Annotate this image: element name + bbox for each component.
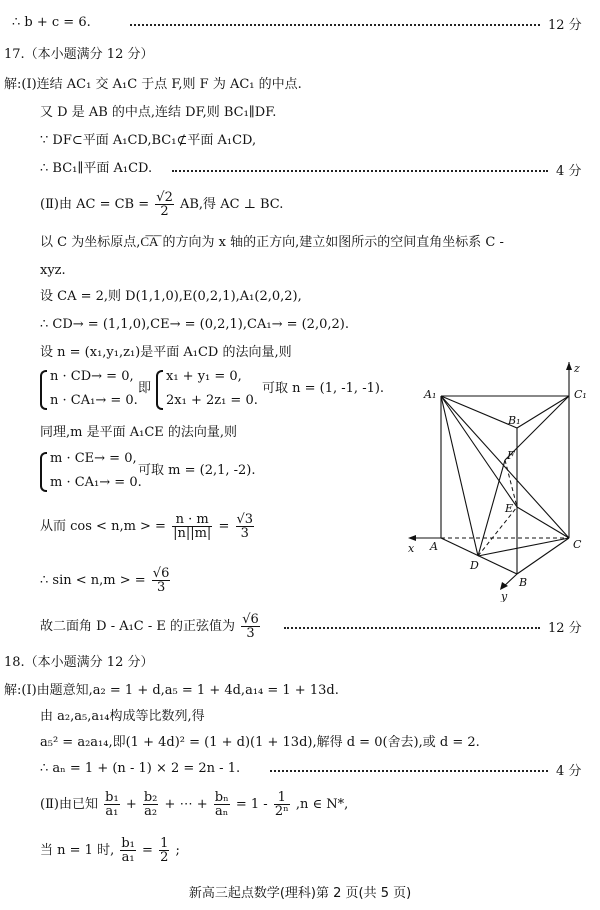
- frac-num: 1: [274, 791, 290, 805]
- frac-num: √2: [156, 190, 173, 205]
- sin-text: ∴ sin < n,m > =: [40, 573, 146, 588]
- score-leader: [284, 627, 540, 629]
- frac-den: a₂: [144, 804, 158, 819]
- frac-den: 3: [246, 626, 255, 641]
- q18-line-c: a₅² = a₂a₁₄,即(1 + 4d)² = (1 + d)(1 + 13d),解得 d = 0(舍去),或 d = 2.: [40, 735, 480, 750]
- score-mark: 12 分: [548, 18, 582, 33]
- q18-line-b: 由 a₂,a₅,a₁₄构成等比数列,得: [40, 709, 205, 724]
- frac-num: √3: [236, 512, 254, 527]
- system-brace: [156, 370, 163, 410]
- score-leader: [270, 770, 548, 772]
- label-C1: C₁: [574, 388, 587, 401]
- q18-header: 18.（本小题满分 12 分）: [4, 655, 154, 670]
- frac-num: b₂: [143, 790, 158, 805]
- fraction-nm: [172, 513, 212, 540]
- fraction-1-2: [159, 837, 169, 864]
- part2-text-end: AB,得 AC ⊥ BC.: [179, 197, 284, 212]
- q17-line-c: ∵ DF⊂平面 A₁CD,BC₁⊄平面 A₁CD,: [40, 133, 257, 148]
- label-x: x: [408, 542, 415, 555]
- sys-m-2: m · CA₁→ = 0.: [50, 475, 142, 490]
- q18-when: [40, 834, 180, 868]
- q17-coord-line1: 以 C 为坐标原点,C͞A͞ 的方向为 x 轴的正方向,建立如图所示的空间直角坐标系 C -: [40, 235, 504, 250]
- score-leader: [172, 170, 548, 172]
- frac-den: 3: [156, 580, 166, 595]
- eq-one: = 1 -: [235, 797, 268, 812]
- eq-sign: =: [218, 519, 230, 534]
- sys-m-1: m · CE→ = 0,: [50, 451, 137, 466]
- label-y: y: [501, 590, 508, 602]
- take-m: 可取 m = (2,1, -2).: [138, 463, 256, 478]
- q17-normal-m: 同理,m 是平面 A₁CE 的法向量,则: [40, 425, 238, 440]
- frac-num: b₁: [105, 790, 119, 805]
- score-mark: 4 分: [556, 764, 582, 779]
- page-footer: 新高三起点数学(理科)第 2 页(共 5 页): [188, 886, 412, 901]
- q17-vec-line: ∴ CD→ = (1,1,0),CE→ = (0,2,1),CA₁→ = (2,0,2).: [40, 317, 349, 332]
- q17-normal-n: 设 n = (x₁,y₁,z₁)是平面 A₁CD 的法向量,则: [40, 345, 292, 360]
- condition: ,n ∈ N*,: [295, 797, 349, 812]
- frac-den: |n||m|: [173, 526, 212, 541]
- fraction-sqrt6: [152, 567, 171, 594]
- label-E: E: [505, 502, 514, 515]
- q17-line-d: ∴ BC₁∥平面 A₁CD.: [40, 161, 153, 176]
- prism-figure: [404, 362, 598, 602]
- q17-conclusion: [40, 612, 262, 642]
- frac-num: b₁: [121, 836, 135, 851]
- ellipsis-sum: + ⋯ +: [164, 797, 208, 812]
- plus-sign: +: [125, 797, 137, 812]
- q17-sin: [40, 566, 172, 596]
- frac-den: 2: [160, 204, 169, 219]
- fraction-sqrt6: [241, 613, 260, 640]
- frac-num: √6: [242, 612, 259, 627]
- fraction-b2-a2: [143, 791, 159, 818]
- q17-line-b: 又 D 是 AB 的中点,连结 DF,则 BC₁∥DF.: [40, 105, 277, 120]
- sys-x-2: 2x₁ + 2z₁ = 0.: [166, 393, 258, 408]
- frac-num: √6: [152, 566, 170, 581]
- frac-den: 3: [240, 526, 249, 541]
- frac-den: a₁: [121, 850, 135, 865]
- fraction-sqrt3: [236, 513, 255, 540]
- q17-header: 17.（本小题满分 12 分）: [4, 47, 154, 62]
- ji-text: 即: [138, 381, 152, 396]
- q17-part2: [40, 190, 283, 220]
- prev-conclusion: ∴ b + c = 6.: [12, 15, 91, 30]
- score-leader: [130, 24, 540, 26]
- cos-text: 从而 cos < n,m > =: [40, 519, 166, 534]
- q17-coord-line2: xyz.: [40, 263, 66, 278]
- q17-set-line: 设 CA = 2,则 D(1,1,0),E(0,2,1),A₁(2,0,2),: [40, 289, 302, 304]
- frac-num: n · m: [172, 513, 212, 527]
- q18-line-a: 解:(Ⅰ)由题意知,a₂ = 1 + d,a₅ = 1 + 4d,a₁₄ = 1 + 13d.: [4, 683, 339, 698]
- label-A: A: [430, 540, 438, 553]
- frac-den: 2: [160, 850, 169, 865]
- label-B: B: [519, 576, 528, 589]
- when-text: 当 n = 1 时,: [40, 843, 115, 858]
- label-z: z: [574, 362, 580, 375]
- eq-sign: =: [142, 843, 153, 858]
- semicolon: ;: [175, 843, 180, 858]
- frac-den: 2ⁿ: [274, 804, 289, 819]
- score-mark: 12 分: [548, 621, 582, 636]
- sys-n-2: n · CA₁→ = 0.: [50, 393, 138, 408]
- q18-line-d: ∴ aₙ = 1 + (n - 1) × 2 = 2n - 1.: [40, 761, 241, 776]
- sys-x-1: x₁ + y₁ = 0,: [166, 369, 242, 384]
- conclusion-text: 故二面角 D - A₁C - E 的正弦值为: [40, 619, 236, 634]
- label-A1: A₁: [424, 388, 437, 401]
- frac-num: bₙ: [214, 790, 229, 805]
- fraction-bn-an: [214, 791, 230, 818]
- q17-line-a: 解:(Ⅰ)连结 AC₁ 交 A₁C 于点 F,则 F 为 AC₁ 的中点.: [4, 77, 302, 92]
- fraction-1-2n: [274, 791, 290, 818]
- system-brace: [40, 370, 47, 410]
- part2-text: (Ⅱ)由已知: [40, 797, 98, 812]
- frac-den: aₙ: [215, 804, 229, 819]
- part2-text: (Ⅱ)由 AC = CB =: [40, 197, 150, 212]
- label-C: C: [573, 538, 582, 551]
- label-B1: B₁: [508, 414, 521, 427]
- q17-cos: [40, 512, 256, 542]
- label-D: D: [470, 559, 479, 572]
- label-F: F: [507, 449, 515, 462]
- q18-part2: [40, 788, 348, 822]
- fraction-b1-a1: [104, 791, 120, 818]
- frac-den: a₁: [105, 804, 119, 819]
- system-brace: [40, 452, 47, 492]
- fraction-b1-a1: [120, 837, 136, 864]
- take-n: 可取 n = (1, -1, -1).: [262, 381, 385, 396]
- frac-num: 1: [160, 836, 169, 851]
- fraction-sqrt2-over-2: [155, 191, 174, 218]
- sys-n-1: n · CD→ = 0,: [50, 369, 134, 384]
- score-mark: 4 分: [556, 164, 582, 179]
